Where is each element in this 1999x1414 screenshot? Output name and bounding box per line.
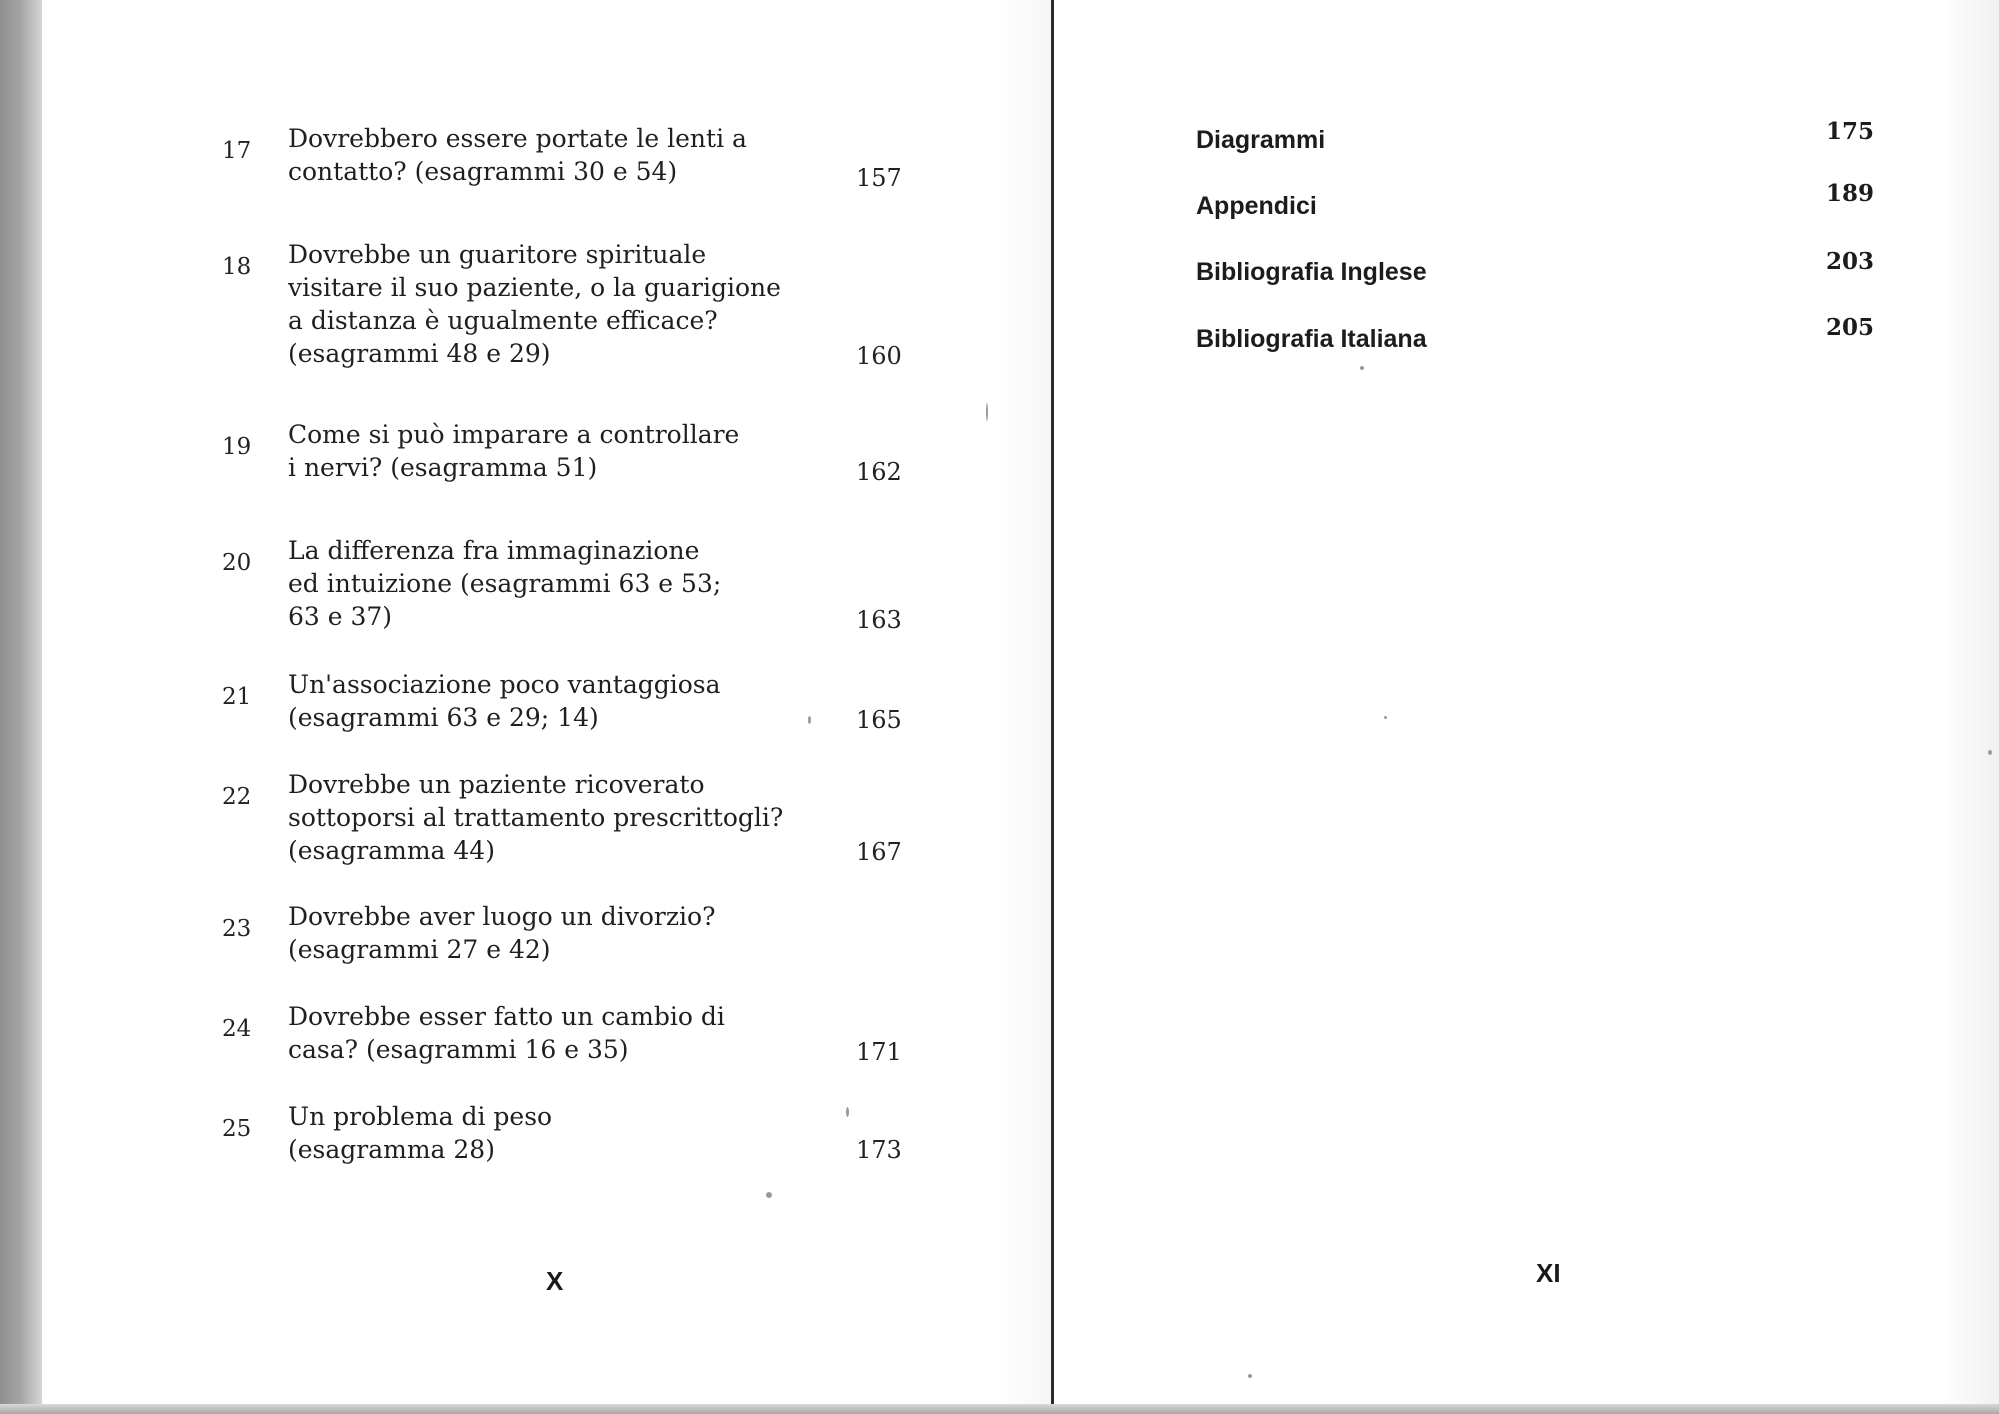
entry-number: 17 bbox=[222, 138, 252, 164]
toc-section-page: 203 bbox=[1826, 248, 1875, 275]
ink-speck bbox=[808, 716, 811, 724]
entry-title: Dovrebbe un guaritore spirituale visitare il suo paziente, o la guarigione a distanza è ugualmente efficace? (esagrammi 48 e 29) bbox=[288, 240, 781, 368]
entry-page-number: 165 bbox=[856, 706, 902, 734]
entry-page-number: 163 bbox=[856, 606, 902, 634]
entry-page-number: 160 bbox=[856, 342, 902, 370]
entry-title: Un'associazione poco vantaggiosa (esagrammi 63 e 29; 14) bbox=[288, 670, 721, 732]
book-spine bbox=[1051, 0, 1054, 1414]
entry-page-number: 171 bbox=[856, 1038, 902, 1066]
ink-speck bbox=[1360, 366, 1364, 370]
entry-title: La differenza fra immaginazione ed intuizione (esagrammi 63 e 53; 63 e 37) bbox=[288, 536, 722, 631]
page-number-right: XI bbox=[1536, 1258, 1561, 1288]
toc-section-title: Appendici bbox=[1196, 192, 1317, 220]
toc-section-page: 175 bbox=[1826, 118, 1875, 145]
ink-speck bbox=[1988, 750, 1992, 755]
toc-section-page: 205 bbox=[1826, 314, 1875, 341]
entry-number: 24 bbox=[222, 1016, 252, 1042]
toc-section-title: Diagrammi bbox=[1196, 126, 1326, 154]
entry-number: 20 bbox=[222, 550, 252, 576]
ink-speck bbox=[1384, 716, 1387, 719]
page-number-left: X bbox=[546, 1266, 564, 1296]
entry-number: 23 bbox=[222, 916, 252, 942]
entry-number: 21 bbox=[222, 684, 252, 710]
page-bottom-edge bbox=[0, 1404, 1999, 1414]
entry-title: Dovrebbe un paziente ricoverato sottoporsi al trattamento prescrittogli? (esagramma 44) bbox=[288, 770, 784, 865]
entry-number: 18 bbox=[222, 254, 252, 280]
entry-page-number: 157 bbox=[856, 164, 902, 192]
toc-section-title: Bibliografia Inglese bbox=[1196, 258, 1427, 286]
spine-shadow bbox=[1000, 0, 1051, 1414]
entry-page-number: 173 bbox=[856, 1136, 902, 1164]
entry-title: Come si può imparare a controllare i nervi? (esagramma 51) bbox=[288, 420, 740, 482]
ink-speck bbox=[1248, 1374, 1252, 1378]
entry-title: Un problema di peso (esagramma 28) bbox=[288, 1102, 553, 1164]
page-right-shadow bbox=[1940, 0, 1999, 1414]
toc-section-title: Bibliografia Italiana bbox=[1196, 325, 1427, 353]
ink-speck bbox=[766, 1192, 772, 1198]
entry-title: Dovrebbe aver luogo un divorzio? (esagrammi 27 e 42) bbox=[288, 902, 716, 964]
entry-number: 19 bbox=[222, 434, 252, 460]
page-left-edge bbox=[0, 0, 42, 1414]
entry-page-number: 162 bbox=[856, 458, 902, 486]
entry-title: Dovrebbe esser fatto un cambio di casa? (esagrammi 16 e 35) bbox=[288, 1002, 725, 1064]
ink-speck bbox=[846, 1107, 849, 1117]
entry-number: 22 bbox=[222, 784, 252, 810]
toc-section-page: 189 bbox=[1826, 180, 1875, 207]
entry-page-number: 167 bbox=[856, 838, 902, 866]
entry-number: 25 bbox=[222, 1116, 252, 1142]
ink-speck bbox=[986, 403, 988, 421]
entry-title: Dovrebbero essere portate le lenti a contatto? (esagrammi 30 e 54) bbox=[288, 124, 747, 186]
